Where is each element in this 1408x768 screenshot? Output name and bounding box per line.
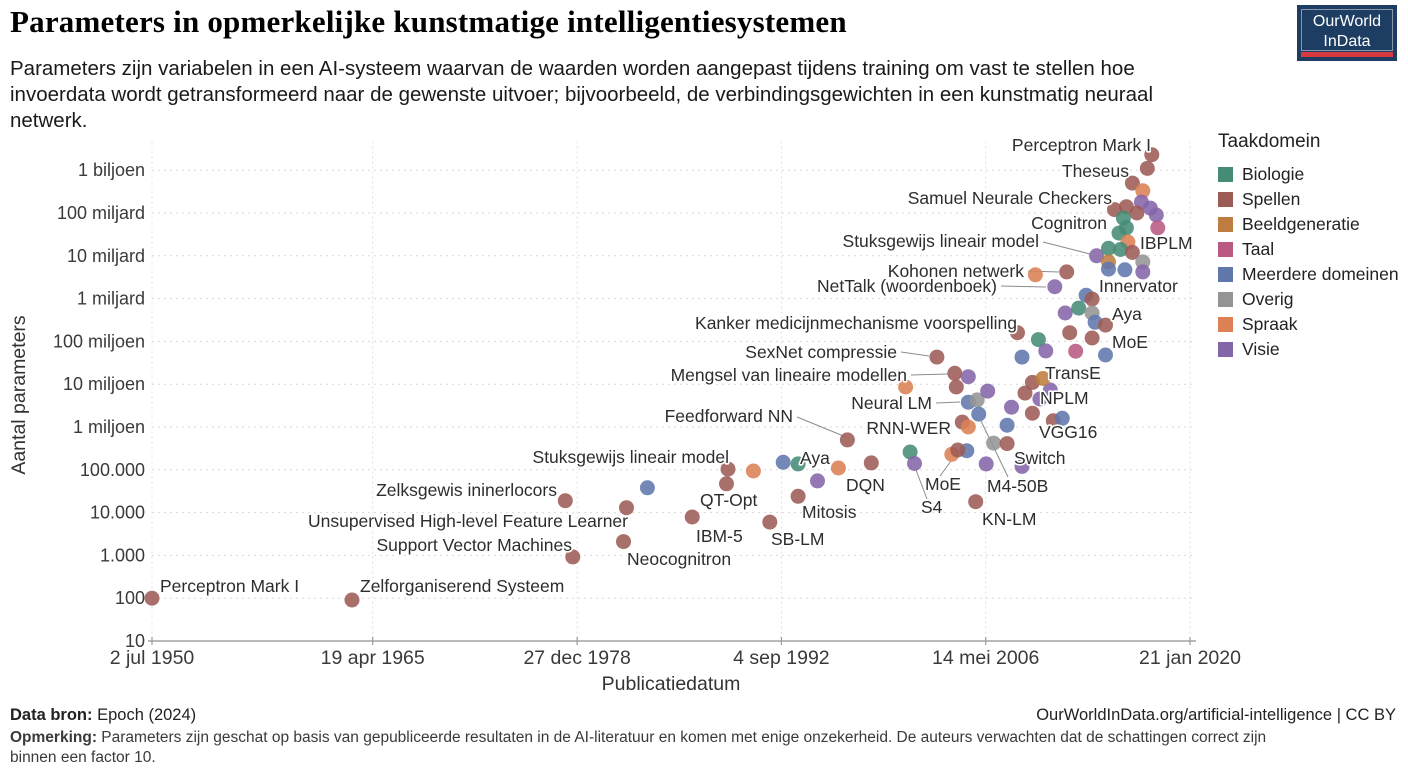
- point-label: M4-50B: [987, 476, 1049, 496]
- legend-swatch-overig: [1218, 292, 1233, 307]
- footer-note: [10, 728, 1400, 768]
- legend-items: [1218, 162, 1399, 362]
- data-point[interactable]: [1028, 267, 1043, 282]
- point-label: Aya: [1112, 304, 1142, 324]
- legend-label: Biologie: [1242, 164, 1305, 184]
- point-label: Neocognitron: [627, 549, 732, 569]
- data-point[interactable]: [980, 384, 995, 399]
- y-axis-title: Aantal parameters: [8, 315, 30, 475]
- y-tick-label: 100: [114, 588, 145, 609]
- x-tick-label: 21 jan 2020: [1139, 647, 1241, 669]
- data-point[interactable]: [1098, 318, 1113, 333]
- y-tick-label: 100 miljoen: [52, 331, 145, 352]
- data-point[interactable]: [864, 455, 879, 470]
- data-point[interactable]: [907, 456, 922, 471]
- label-leader-line: [797, 417, 846, 437]
- y-tick-label: 10: [124, 631, 145, 651]
- data-point[interactable]: [979, 456, 994, 471]
- point-label: Neural LM: [851, 393, 932, 413]
- data-point[interactable]: [1025, 406, 1040, 421]
- point-label: Kanker medicijnmechanisme voorspelling: [695, 313, 1017, 333]
- legend-label: Overig: [1242, 289, 1294, 309]
- owid-logo-text: OurWorld InData: [1301, 9, 1393, 51]
- data-point[interactable]: [616, 534, 631, 549]
- x-tick-label: 2 jul 1950: [109, 647, 195, 669]
- legend-label: Meerdere domeinen: [1242, 264, 1399, 284]
- data-point[interactable]: [762, 515, 777, 530]
- legend: [1218, 131, 1399, 362]
- y-tick-label: 10 miljard: [66, 245, 145, 266]
- page-subtitle: [10, 56, 1153, 134]
- footer-source-label: Data bron:: [10, 706, 93, 724]
- data-point[interactable]: [968, 494, 983, 509]
- footer-link[interactable]: OurWorldInData.org/artificial-intelligence | CC BY: [1036, 706, 1396, 724]
- data-point[interactable]: [1047, 279, 1062, 294]
- label-leader-line: [936, 402, 960, 403]
- legend-label: Taal: [1242, 239, 1275, 259]
- y-tick-label: 1.000: [99, 545, 145, 566]
- data-point[interactable]: [746, 464, 761, 479]
- point-label: Feedforward NN: [664, 406, 793, 426]
- legend-item-taal[interactable]: [1218, 237, 1399, 262]
- data-point[interactable]: [685, 510, 700, 525]
- label-leader-line: [1001, 286, 1046, 287]
- owid-logo[interactable]: [1297, 5, 1397, 61]
- subtitle-line-3: netwerk.: [10, 109, 88, 132]
- point-label: VGG16: [1039, 422, 1098, 442]
- footer-note-line1: Parameters zijn geschat op basis van gepubliceerde resultaten in de AI-literatuur en komen met enige onzekerheid. De auteurs verwachten dat de schattingen correct zijn: [96, 729, 1267, 746]
- point-label: Aya: [800, 448, 830, 468]
- data-point[interactable]: [950, 443, 965, 458]
- data-point[interactable]: [1000, 436, 1015, 451]
- point-label: Mengsel van lineaire modellen: [670, 365, 907, 385]
- data-point[interactable]: [1101, 262, 1116, 277]
- legend-item-overig[interactable]: [1218, 287, 1399, 312]
- page-title: Parameters in opmerkelijke kunstmatige intelligentiesystemen: [10, 4, 847, 39]
- point-label: SB-LM: [771, 529, 825, 549]
- legend-swatch-spellen: [1218, 192, 1233, 207]
- point-label: MoE: [1112, 332, 1148, 352]
- point-label: Cognitron: [1031, 213, 1107, 233]
- y-tick-label: 1 miljard: [76, 288, 145, 309]
- point-label: RNN-WER: [866, 418, 951, 438]
- data-point[interactable]: [1068, 344, 1083, 359]
- point-label: Innervator: [1099, 276, 1178, 296]
- subtitle-line-1: Parameters zijn variabelen in een AI-systeem waarvan de waarden worden aangepast tijdens training om vast te stellen hoe: [10, 57, 1135, 80]
- legend-swatch-spraak: [1218, 317, 1233, 332]
- point-label: NPLM: [1040, 388, 1089, 408]
- legend-label: Spraak: [1242, 314, 1298, 334]
- point-label: DQN: [846, 475, 885, 495]
- data-point[interactable]: [949, 380, 964, 395]
- data-point[interactable]: [971, 407, 986, 422]
- data-point[interactable]: [558, 493, 573, 508]
- data-point[interactable]: [961, 420, 976, 435]
- data-point[interactable]: [776, 455, 791, 470]
- legend-label: Beeldgeneratie: [1242, 214, 1360, 234]
- legend-item-biologie[interactable]: [1218, 162, 1399, 187]
- data-point[interactable]: [1101, 241, 1116, 256]
- data-point[interactable]: [1085, 292, 1100, 307]
- point-label: MoE: [925, 474, 961, 494]
- data-point[interactable]: [986, 436, 1001, 451]
- data-point[interactable]: [1098, 348, 1113, 363]
- data-point[interactable]: [640, 480, 655, 495]
- point-label: QT-Opt: [700, 490, 758, 510]
- legend-item-spraak[interactable]: [1218, 312, 1399, 337]
- legend-item-meerdere[interactable]: [1218, 262, 1399, 287]
- point-label: IBM-5: [696, 526, 743, 546]
- legend-swatch-taal: [1218, 242, 1233, 257]
- legend-label: Visie: [1242, 339, 1280, 359]
- data-point[interactable]: [1149, 208, 1164, 223]
- data-point[interactable]: [840, 432, 855, 447]
- point-label: Theseus: [1061, 161, 1129, 181]
- point-label: Unsupervised High-level Feature Learner: [307, 511, 628, 531]
- owid-logo-red-bar: [1301, 52, 1393, 57]
- footer-source: [10, 706, 196, 725]
- point-label: Mitosis: [802, 502, 857, 522]
- point-label: IBPLM: [1140, 233, 1193, 253]
- x-axis-title: Publicatiedatum: [601, 673, 741, 695]
- label-leader-line: [1043, 242, 1090, 254]
- legend-title: Taakdomein: [1218, 131, 1321, 152]
- legend-swatch-meerdere: [1218, 267, 1233, 282]
- y-tick-label: 100 miljard: [56, 203, 145, 223]
- x-tick-label: 4 sep 1992: [733, 647, 830, 669]
- y-tick-label: 10.000: [89, 502, 145, 523]
- data-point[interactable]: [1071, 301, 1086, 316]
- point-label: Zelforganiserend Systeem: [360, 576, 565, 596]
- label-leader-line: [911, 374, 948, 375]
- data-point[interactable]: [1058, 306, 1073, 321]
- y-tick-label: 100.000: [79, 459, 145, 480]
- legend-item-beeldgeneratie[interactable]: [1218, 212, 1399, 237]
- data-point[interactable]: [929, 350, 944, 365]
- footer-note-label: Opmerking:: [10, 729, 97, 746]
- legend-label: Spellen: [1242, 189, 1301, 209]
- y-tick-label: 1 miljoen: [72, 417, 145, 437]
- point-label: TransE: [1045, 363, 1101, 383]
- x-tick-label: 27 dec 1978: [523, 647, 631, 669]
- subtitle-line-2: invoerdata wordt getransformeerd naar de gewenste uitvoer; bijvoorbeeld, de verbindingsgewichten in een kunstmatig neuraal: [10, 83, 1153, 106]
- legend-item-spellen[interactable]: [1218, 187, 1399, 212]
- legend-item-visie[interactable]: [1218, 337, 1399, 362]
- data-point[interactable]: [1000, 418, 1015, 433]
- point-label: Samuel Neurale Checkers: [907, 188, 1112, 208]
- data-point[interactable]: [1140, 161, 1155, 176]
- y-tick-label: 10 miljoen: [62, 374, 145, 395]
- data-point[interactable]: [810, 473, 825, 488]
- data-point[interactable]: [1129, 206, 1144, 221]
- point-label: Stuksgewijs lineair model: [532, 447, 729, 467]
- data-point[interactable]: [1085, 331, 1100, 346]
- data-point[interactable]: [1015, 350, 1030, 365]
- data-point[interactable]: [1062, 325, 1077, 340]
- legend-swatch-biologie: [1218, 167, 1233, 182]
- data-point[interactable]: [1004, 400, 1019, 415]
- data-point[interactable]: [831, 461, 846, 476]
- legend-swatch-visie: [1218, 342, 1233, 357]
- footer-source-value: Epoch (2024): [92, 706, 197, 724]
- label-leader-line: [901, 352, 929, 356]
- footer-note-line2: binnen een factor 10.: [10, 749, 156, 766]
- point-label: Perceptron Mark I: [1011, 135, 1151, 155]
- x-tick-label: 14 mei 2006: [932, 647, 1040, 669]
- data-point[interactable]: [947, 366, 962, 381]
- data-point[interactable]: [1038, 343, 1053, 358]
- point-label: KN-LM: [982, 509, 1037, 529]
- point-label: Kohonen netwerk: [887, 261, 1024, 281]
- point-label: Switch: [1014, 448, 1066, 468]
- point-label: Support Vector Machines: [376, 535, 572, 555]
- data-point[interactable]: [145, 591, 160, 606]
- point-label: S4: [921, 497, 943, 517]
- y-tick-label: 1 biljoen: [77, 160, 145, 181]
- x-tick-label: 19 apr 1965: [320, 647, 425, 669]
- point-label: SexNet compressie: [745, 342, 897, 362]
- point-label: NetTalk (woordenboek): [817, 276, 997, 296]
- data-point[interactable]: [1059, 264, 1074, 279]
- point-label: Perceptron Mark I: [160, 576, 300, 596]
- legend-swatch-beeldgeneratie: [1218, 217, 1233, 232]
- point-label: Stuksgewijs lineair model: [842, 231, 1039, 251]
- data-point[interactable]: [961, 369, 976, 384]
- point-label: Zelksgewis ininerlocors: [376, 480, 557, 500]
- data-point[interactable]: [345, 593, 360, 608]
